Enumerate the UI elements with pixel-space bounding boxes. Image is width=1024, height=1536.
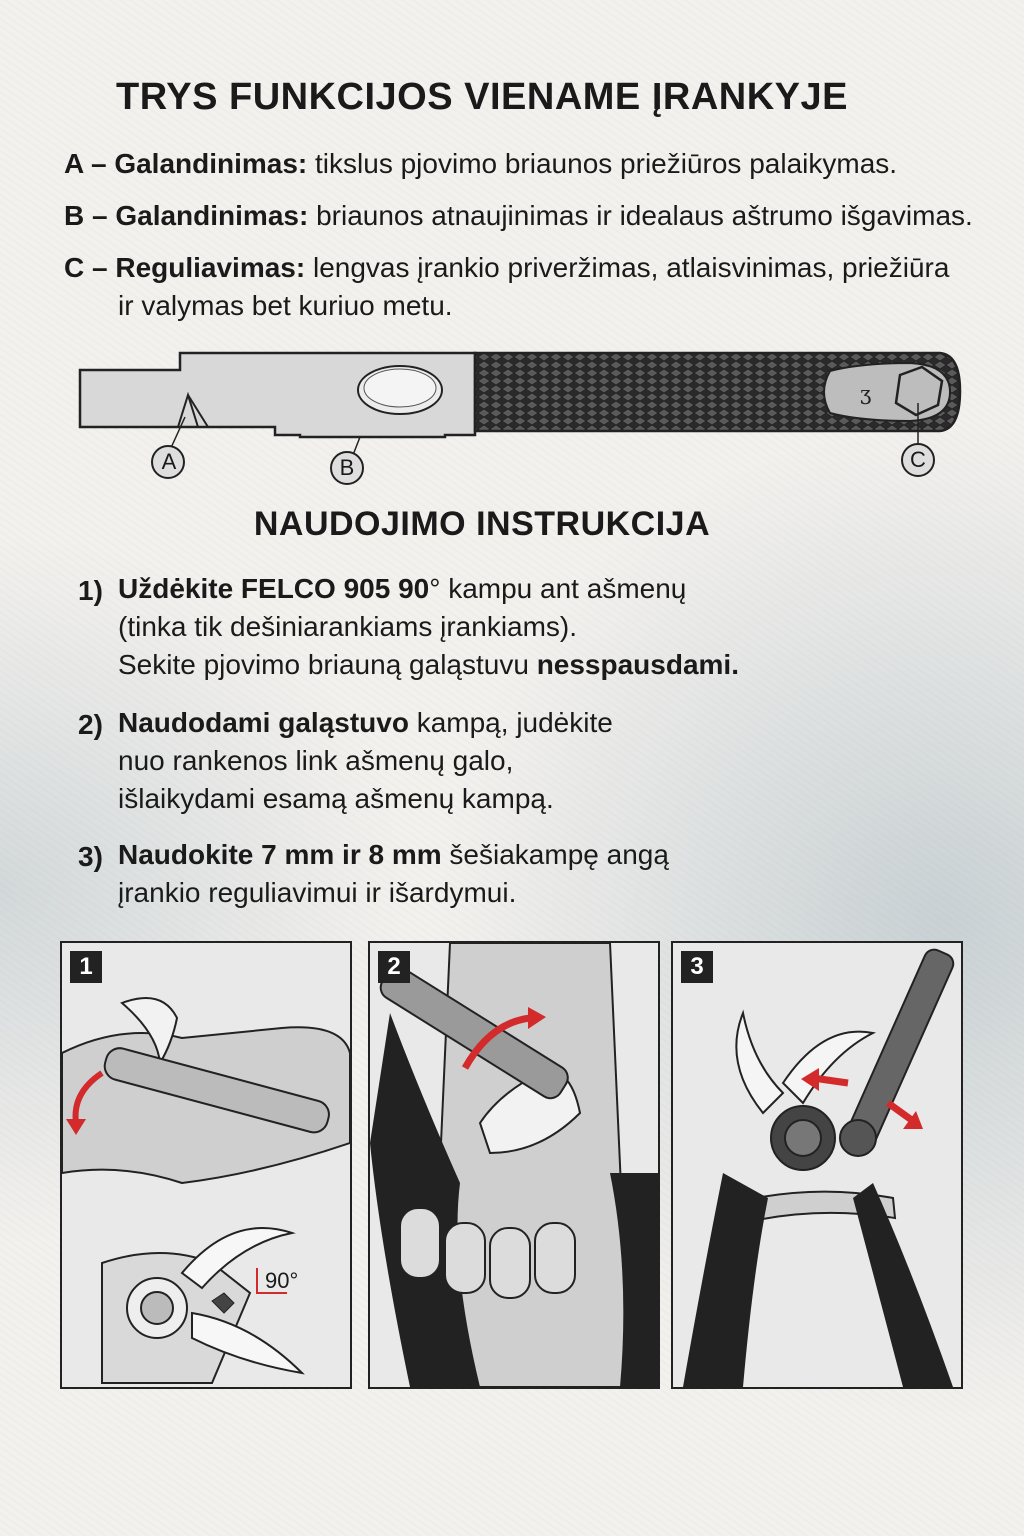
- step-2-number: 2): [78, 709, 103, 740]
- function-c: [64, 249, 1004, 325]
- function-a: [64, 145, 1004, 183]
- function-b-label: B – Galandinimas:: [64, 200, 309, 231]
- function-c-text: lengvas įrankio priveržimas, atlaisvinimas, priežiūra: [305, 252, 950, 283]
- step-2-line-3: išlaikydami esamą ašmenų kampą.: [118, 783, 554, 814]
- svg-text:ʒ: ʒ: [860, 381, 872, 405]
- step-1-emphasis: nesspausdami.: [536, 649, 739, 680]
- step-3-rest: šešiakampę angą: [441, 839, 669, 870]
- panel-1-drawing: [62, 943, 350, 1387]
- illustration-panel-2: [368, 941, 660, 1389]
- tool-label-b: B: [339, 455, 355, 480]
- step-1: [78, 570, 739, 684]
- step-3: [78, 836, 669, 912]
- step-1-rest: kampu ant ašmenų: [440, 573, 687, 604]
- function-a-label: A – Galandinimas:: [64, 148, 308, 179]
- step-2: [78, 704, 613, 818]
- functions-heading: TRYS FUNKCIJOS VIENAME ĮRANKYJE: [116, 76, 848, 118]
- step-1-bold: Uždėkite FELCO 905 90: [118, 573, 430, 604]
- step-1-number: 1): [78, 575, 103, 606]
- step-3-number: 3): [78, 841, 103, 872]
- illustration-panel-1: [60, 941, 352, 1389]
- function-c-continuation: ir valymas bet kuriuo metu.: [118, 290, 453, 321]
- panel-3-badge: 3: [681, 951, 713, 983]
- step-2-bold: Naudodami galąstuvo: [118, 707, 409, 738]
- panel-2-drawing: [370, 943, 658, 1387]
- panel-3-drawing: [673, 943, 961, 1387]
- function-c-label: C – Reguliavimas:: [64, 252, 306, 283]
- illustration-panel-3: [671, 941, 963, 1389]
- panel-2-badge: 2: [378, 951, 410, 983]
- step-3-bold: Naudokite 7 mm ir 8 mm: [118, 839, 442, 870]
- tool-label-a: A: [161, 449, 177, 474]
- step-2-rest: kampą, judėkite: [408, 707, 613, 738]
- step-1-degree: °: [429, 573, 441, 604]
- panel-1-badge: 1: [70, 951, 102, 983]
- function-b-text: briaunos atnaujinimas ir idealaus aštrumo išgavimas.: [308, 200, 973, 231]
- instructions-heading: NAUDOJIMO INSTRUKCIJA: [253, 505, 711, 543]
- step-1-line-3: Sekite pjovimo briauną galąstuvu: [118, 649, 537, 680]
- step-2-line-2: nuo rankenos link ašmenų galo,: [118, 745, 514, 776]
- function-a-text: tikslus pjovimo briaunos priežiūros palaikymas.: [307, 148, 898, 179]
- sharpener-tool-diagram: [70, 345, 970, 495]
- step-1-line-2: (tinka tik dešiniarankiams įrankiams).: [118, 611, 578, 642]
- step-3-line-2: įrankio reguliavimui ir išardymui.: [118, 877, 517, 908]
- tool-label-c: C: [910, 447, 926, 472]
- panel-1-angle-label: 90°: [265, 1268, 299, 1293]
- function-b: [64, 197, 1004, 235]
